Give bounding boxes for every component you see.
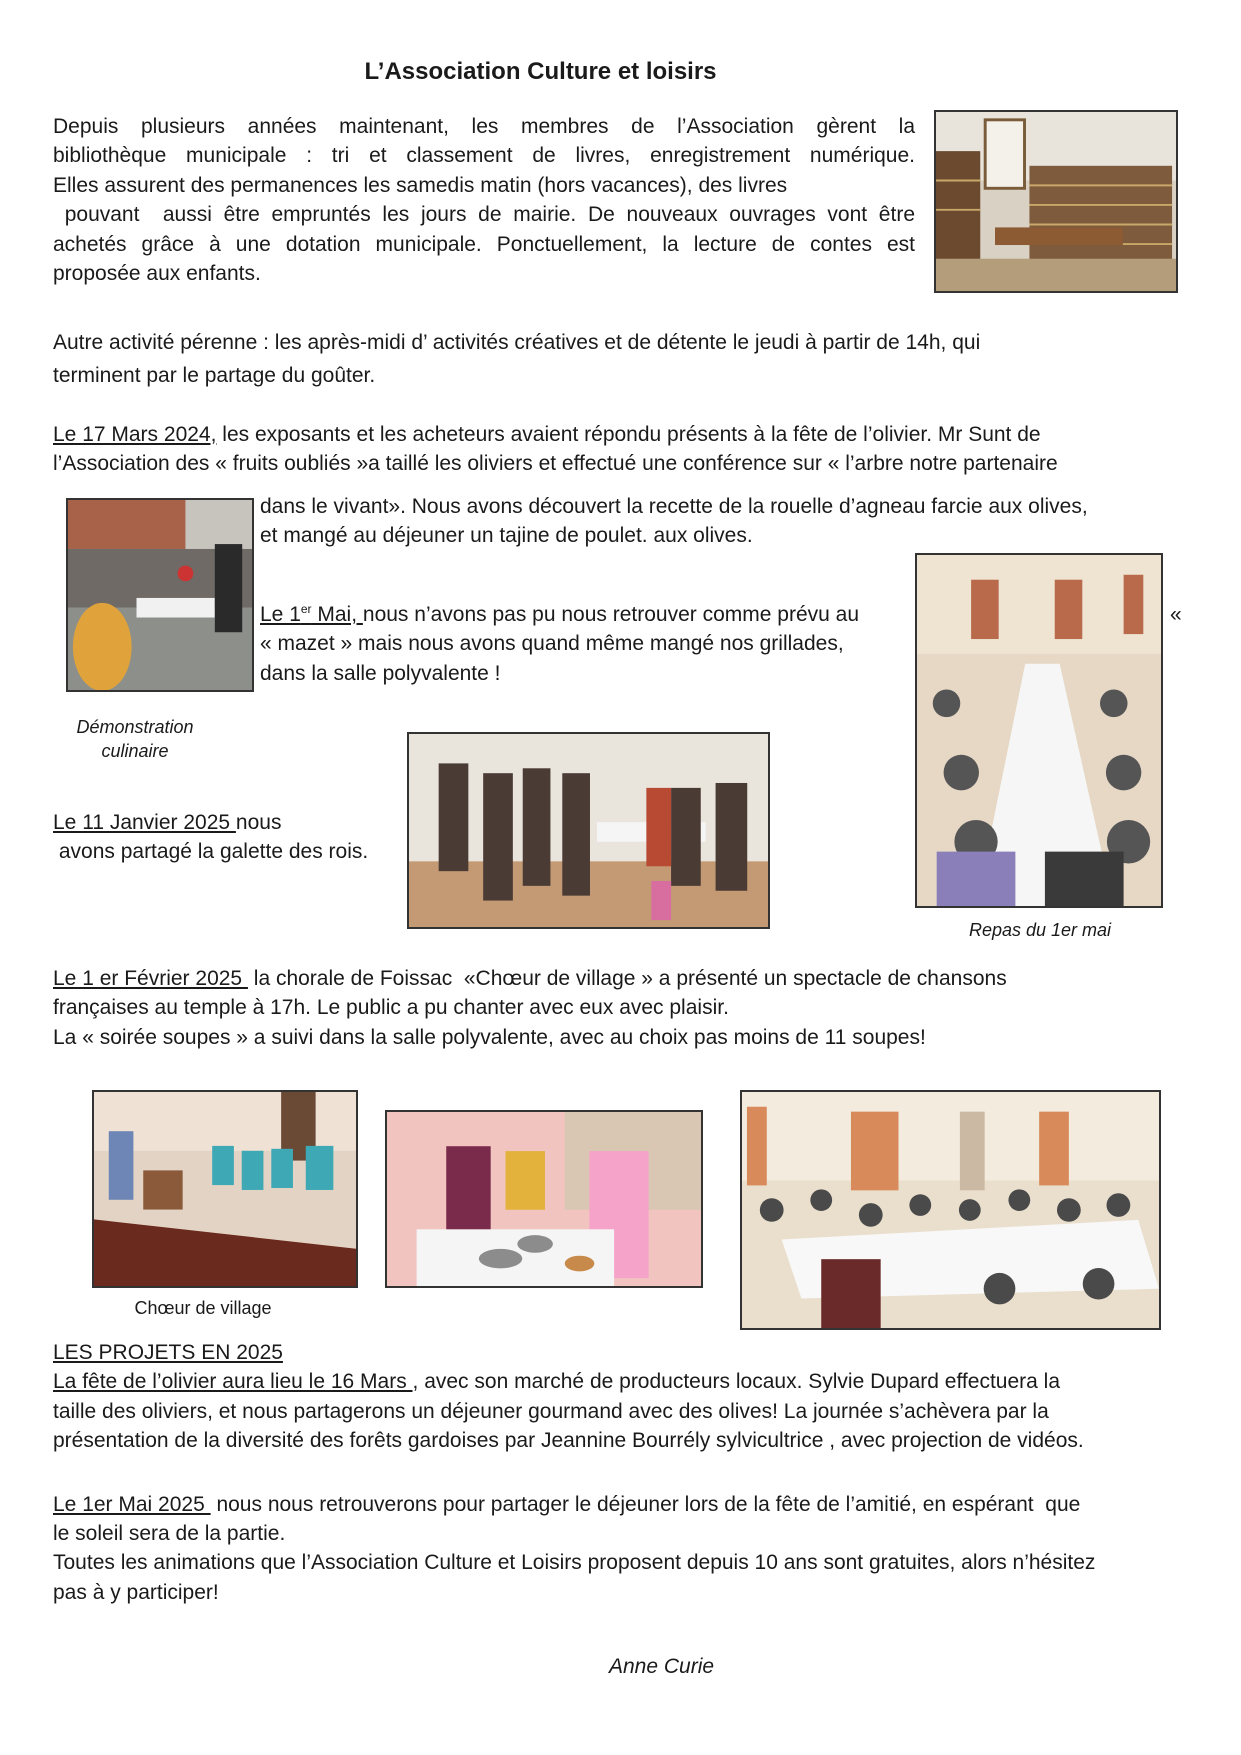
projects-section bbox=[53, 1338, 1203, 1607]
may-2024-text: nous n’avons pas pu nous retrouver comme prévu au bbox=[362, 603, 860, 626]
may-2024-line: dans la salle polyvalente ! bbox=[260, 661, 501, 685]
feb-2025-line: françaises au temple à 17h. Le public a pu chanter avec eux avec plaisir. bbox=[53, 996, 729, 1020]
olive-2024-line: dans le vivant». Nous avons découvert la recette de la rouelle d’agneau farcie aux olives, bbox=[260, 495, 1088, 518]
may-2025-date: Le 1er Mai 2025 bbox=[53, 1492, 211, 1516]
may-2024-date bbox=[260, 603, 363, 626]
olive-2024-line: et mangé au déjeuner un tajine de poulet. aux olives. bbox=[260, 524, 753, 548]
olive-2024-continued bbox=[260, 492, 1180, 551]
closing-line: pas à y participer! bbox=[53, 1580, 219, 1604]
intro-line: proposée aux enfants. bbox=[53, 261, 261, 285]
projects-line: taille des oliviers, et nous partagerons un déjeuner gourmand avec des olives! La journée s’achèvera par la bbox=[53, 1399, 1049, 1423]
olive-2024-intro bbox=[53, 420, 1203, 479]
projects-heading: LES PROJETS EN 2025 bbox=[53, 1341, 283, 1364]
intro-continuation bbox=[53, 328, 1193, 391]
olive-2024-date: Le 17 Mars 2024, bbox=[53, 423, 217, 446]
library-photo bbox=[934, 110, 1178, 293]
signature: Anne Curie bbox=[609, 1655, 715, 1678]
jan-2025-line: avons partagé la galette des rois. bbox=[53, 840, 369, 864]
intro-line: achetés grâce à une dotation municipale. Ponctuellement, la lecture de contes est bbox=[53, 232, 915, 256]
projects-line: présentation de la diversité des forêts gardoises par Jeannine Bourrély sylvicultrice , avec projection de vidéos. bbox=[53, 1429, 1084, 1453]
may-meal-photo bbox=[915, 553, 1163, 908]
demo-caption-line1: Démonstration bbox=[76, 717, 194, 737]
feb-2025-block bbox=[53, 964, 1203, 1052]
may-meal-caption: Repas du 1er mai bbox=[968, 920, 1112, 940]
may-2024-date-sup: er bbox=[300, 602, 312, 616]
olive-2024-text: les exposants et les acheteurs avaient répondu présents à la fête de l’olivier. Mr Sunt de bbox=[216, 423, 1041, 446]
intro-line: Autre activité pérenne : les après-midi d’ activités créatives et de détente le jeudi à partir de 14h, qui bbox=[53, 331, 981, 354]
cooking-demo-photo bbox=[66, 498, 254, 692]
page-title: L’Association Culture et loisirs bbox=[364, 58, 717, 85]
galette-photo bbox=[407, 732, 770, 929]
projects-line bbox=[53, 1367, 1203, 1396]
choir-caption: Chœur de village bbox=[134, 1298, 272, 1318]
olive-2024-line: l’Association des « fruits oubliés »a taillé les oliviers et effectué une conférence sur « l’arbre notre partenaire bbox=[53, 452, 1058, 476]
olive-2024-line bbox=[53, 420, 1203, 449]
intro-line: bibliothèque municipale : tri et classement de livres, enregistrement numérique. bbox=[53, 144, 915, 168]
choir-photo bbox=[92, 1090, 358, 1288]
intro-line: Elles assurent des permanences les samedis matin (hors vacances), des livres bbox=[53, 173, 788, 197]
may-2024-line bbox=[260, 600, 920, 629]
may-2024-block bbox=[260, 600, 920, 688]
projects-line: le soleil sera de la partie. bbox=[53, 1521, 286, 1545]
projects-line bbox=[53, 1490, 1203, 1519]
demo-caption bbox=[52, 715, 218, 764]
soup-serving-photo bbox=[385, 1110, 703, 1288]
intro-paragraph bbox=[53, 112, 915, 288]
may-2025-text: nous nous retrouverons pour partager le déjeuner lors de la fête de l’amitié, en espérant que bbox=[210, 1492, 1081, 1516]
olive-2025-text: , avec son marché de producteurs locaux. Sylvie Dupard effectuera la bbox=[412, 1370, 1060, 1394]
feb-2025-date: Le 1 er Février 2025 bbox=[53, 967, 248, 990]
jan-2025-text: nous bbox=[235, 811, 282, 834]
jan-2025-block bbox=[53, 808, 413, 867]
may-2024-line: « mazet » mais nous avons quand même mangé nos grillades, bbox=[260, 632, 844, 656]
intro-line: pouvant aussi être empruntés les jours de mairie. De nouveaux ouvrages vont être bbox=[53, 203, 915, 227]
feb-2025-text: la chorale de Foissac «Chœur de village » a présenté un spectacle de chansons bbox=[247, 967, 1007, 990]
demo-caption-line2: culinaire bbox=[101, 741, 169, 762]
quote-mark: « bbox=[1170, 603, 1182, 626]
closing-line: Toutes les animations que l’Association Culture et Loisirs proposent depuis 10 ans sont gratuites, alors n’hésitez bbox=[53, 1551, 1096, 1575]
feb-2025-line: La « soirée soupes » a suivi dans la salle polyvalente, avec au choix pas moins de 11 soupes! bbox=[53, 1025, 926, 1049]
may-2024-date-suffix: Mai, bbox=[311, 603, 363, 626]
jan-2025-date: Le 11 Janvier 2025 bbox=[53, 811, 236, 834]
intro-line: Depuis plusieurs années maintenant, les membres de l’Association gèrent la bbox=[53, 115, 915, 138]
may-2024-date-prefix: Le 1 bbox=[260, 603, 301, 626]
intro-line: terminent par le partage du goûter. bbox=[53, 364, 376, 388]
soup-evening-photo bbox=[740, 1090, 1161, 1330]
jan-2025-line bbox=[53, 808, 413, 837]
olive-2025-date: La fête de l’olivier aura lieu le 16 Mars bbox=[53, 1370, 413, 1394]
feb-2025-line bbox=[53, 964, 1203, 993]
